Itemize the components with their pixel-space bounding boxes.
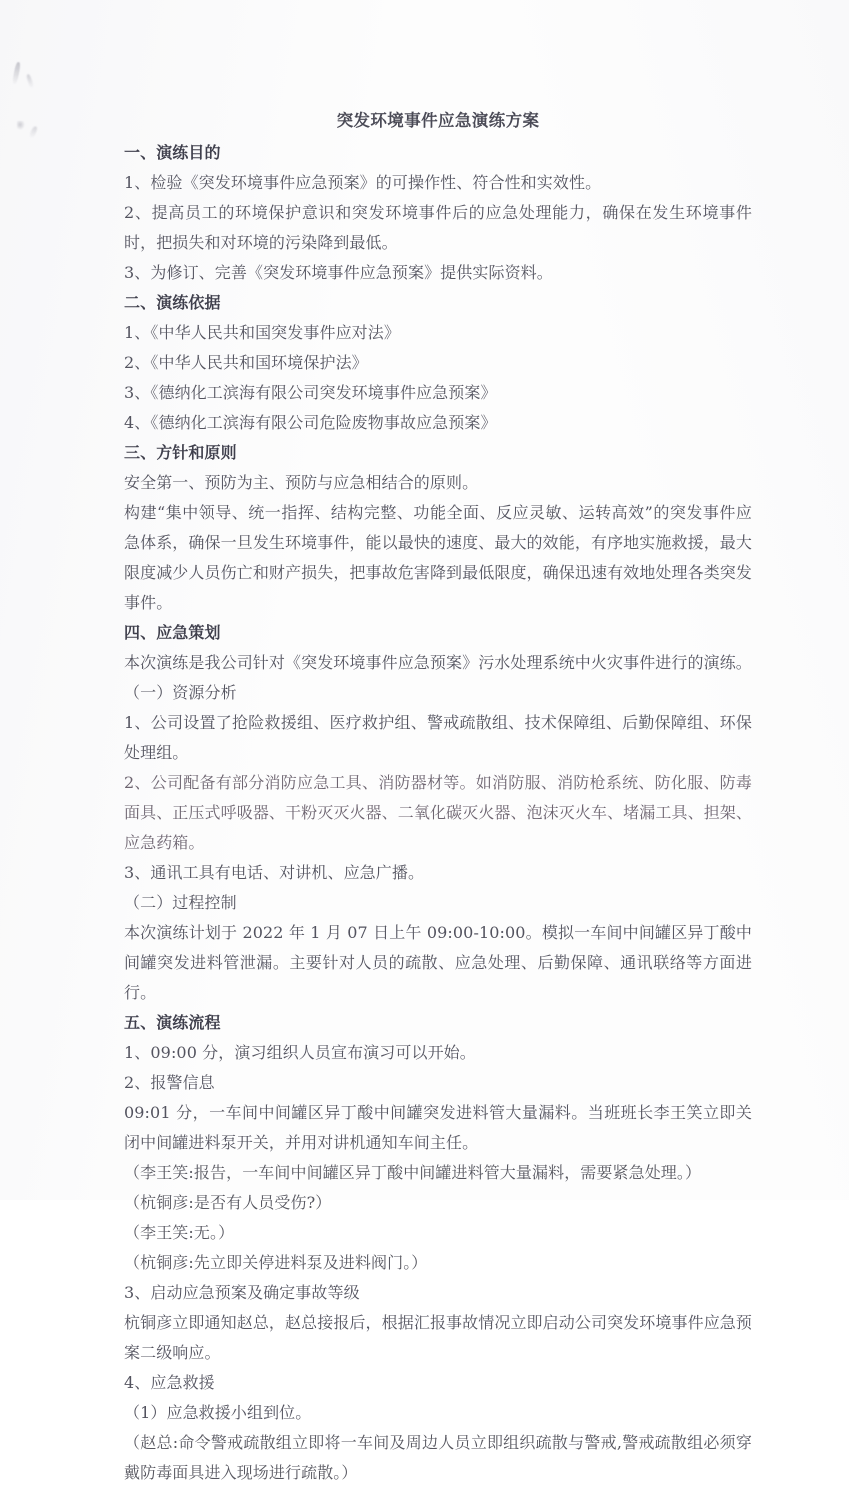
document-paragraph: 1、公司设置了抢险救援组、医疗救护组、警戒疏散组、技术保障组、后勤保障组、环保处理组。 bbox=[124, 713, 752, 762]
document-paragraph: 本次演练计划于 2022 年 1 月 07 日上午 09:00-10:00。模拟一车间中间罐区异丁酸中间罐突发进料管泄漏。主要针对人员的疏散、应急处理、后勤保障、通讯联络等方面进行。 bbox=[124, 923, 752, 1002]
document-paragraph: （李王笑:报告，一车间中间罐区异丁酸中间罐进料管大量漏料，需要紧急处理。） bbox=[124, 1163, 702, 1182]
document-paragraph: （赵总:命令警戒疏散组立即将一车间及周边人员立即组织疏散与警戒,警戒疏散组必须穿戴防毒面具进入现场进行疏散。） bbox=[124, 1433, 752, 1482]
document-paragraph: 构建“集中领导、统一指挥、结构完整、功能全面、反应灵敏、运转高效”的突发事件应急体系，确保一旦发生环境事件，能以最快的速度、最大的效能，有序地实施救援，最大限度减少人员伤亡和财产损失，把事故危害降到最低限度，确保迅速有效地处理各类突发事件。 bbox=[124, 503, 752, 612]
section-heading: 五、演练流程 bbox=[124, 1013, 221, 1032]
document-paragraph: 2、《中华人民共和国环境保护法》 bbox=[124, 353, 368, 372]
document-paragraph: 3、启动应急预案及确定事故等级 bbox=[124, 1283, 360, 1302]
document-paragraph: 3、为修订、完善《突发环境事件应急预案》提供实际资料。 bbox=[124, 263, 553, 282]
section-heading: 三、方针和原则 bbox=[124, 443, 237, 462]
document-paragraph: 1、《中华人民共和国突发事件应对法》 bbox=[124, 323, 400, 342]
page-title: 突发环境事件应急演练方案 bbox=[336, 111, 540, 130]
section-heading: 一、演练目的 bbox=[124, 143, 221, 162]
document-paragraph: 2、公司配备有部分消防应急工具、消防器材等。如消防服、消防枪系统、防化服、防毒面具、正压式呼吸器、干粉灭灭火器、二氧化碳灭火器、泡沫灭火车、堵漏工具、担架、应急药箱。 bbox=[124, 773, 752, 852]
document-paragraph: （二）过程控制 bbox=[124, 893, 237, 912]
document-paragraph: （一）资源分析 bbox=[124, 683, 237, 702]
document-paragraph: 09:01 分，一车间中间罐区异丁酸中间罐突发进料管大量漏料。当班班长李王笑立即关闭中间罐进料泵开关，并用对讲机通知车间主任。 bbox=[124, 1103, 752, 1152]
document-paragraph: 4、应急救援 bbox=[124, 1373, 215, 1392]
section-heading: 二、演练依据 bbox=[124, 293, 221, 312]
document-paragraph: 1、检验《突发环境事件应急预案》的可操作性、符合性和实效性。 bbox=[124, 173, 602, 192]
document-paragraph-list bbox=[124, 138, 752, 1488]
document-paragraph: 2、提高员工的环境保护意识和突发环境事件后的应急处理能力，确保在发生环境事件时，把损失和对环境的污染降到最低。 bbox=[124, 203, 752, 252]
document-paragraph: 3、通讯工具有电话、对讲机、应急广播。 bbox=[124, 863, 425, 882]
scan-smudge-icon bbox=[12, 62, 21, 85]
document-paragraph: 杭铜彦立即通知赵总，赵总接报后，根据汇报事故情况立即启动公司突发环境事件应急预案二级响应。 bbox=[124, 1313, 752, 1362]
document-body bbox=[124, 108, 752, 1488]
document-paragraph: （1）应急救援小组到位。 bbox=[124, 1403, 312, 1422]
section-heading: 四、应急策划 bbox=[124, 623, 221, 642]
document-paragraph: （李王笑:无。） bbox=[124, 1223, 235, 1242]
scan-smudge-icon bbox=[17, 121, 25, 130]
document-paragraph: （杭铜彦:是否有人员受伤?） bbox=[124, 1193, 332, 1212]
document-paragraph: 本次演练是我公司针对《突发环境事件应急预案》污水处理系统中火灾事件进行的演练。 bbox=[124, 653, 752, 672]
document-paragraph: （杭铜彦:先立即关停进料泵及进料阀门。） bbox=[124, 1253, 428, 1272]
document-paragraph: 4、《德纳化工滨海有限公司危险废物事故应急预案》 bbox=[124, 413, 497, 432]
document-paragraph: 安全第一、预防为主、预防与应急相结合的原则。 bbox=[124, 473, 479, 492]
scan-smudge-icon bbox=[26, 74, 34, 89]
scan-smudge-icon bbox=[29, 126, 38, 139]
document-paragraph: 1、09:00 分，演习组织人员宣布演习可以开始。 bbox=[124, 1043, 476, 1062]
document-paragraph: 3、《德纳化工滨海有限公司突发环境事件应急预案》 bbox=[124, 383, 497, 402]
document-paragraph: 2、报警信息 bbox=[124, 1073, 215, 1092]
